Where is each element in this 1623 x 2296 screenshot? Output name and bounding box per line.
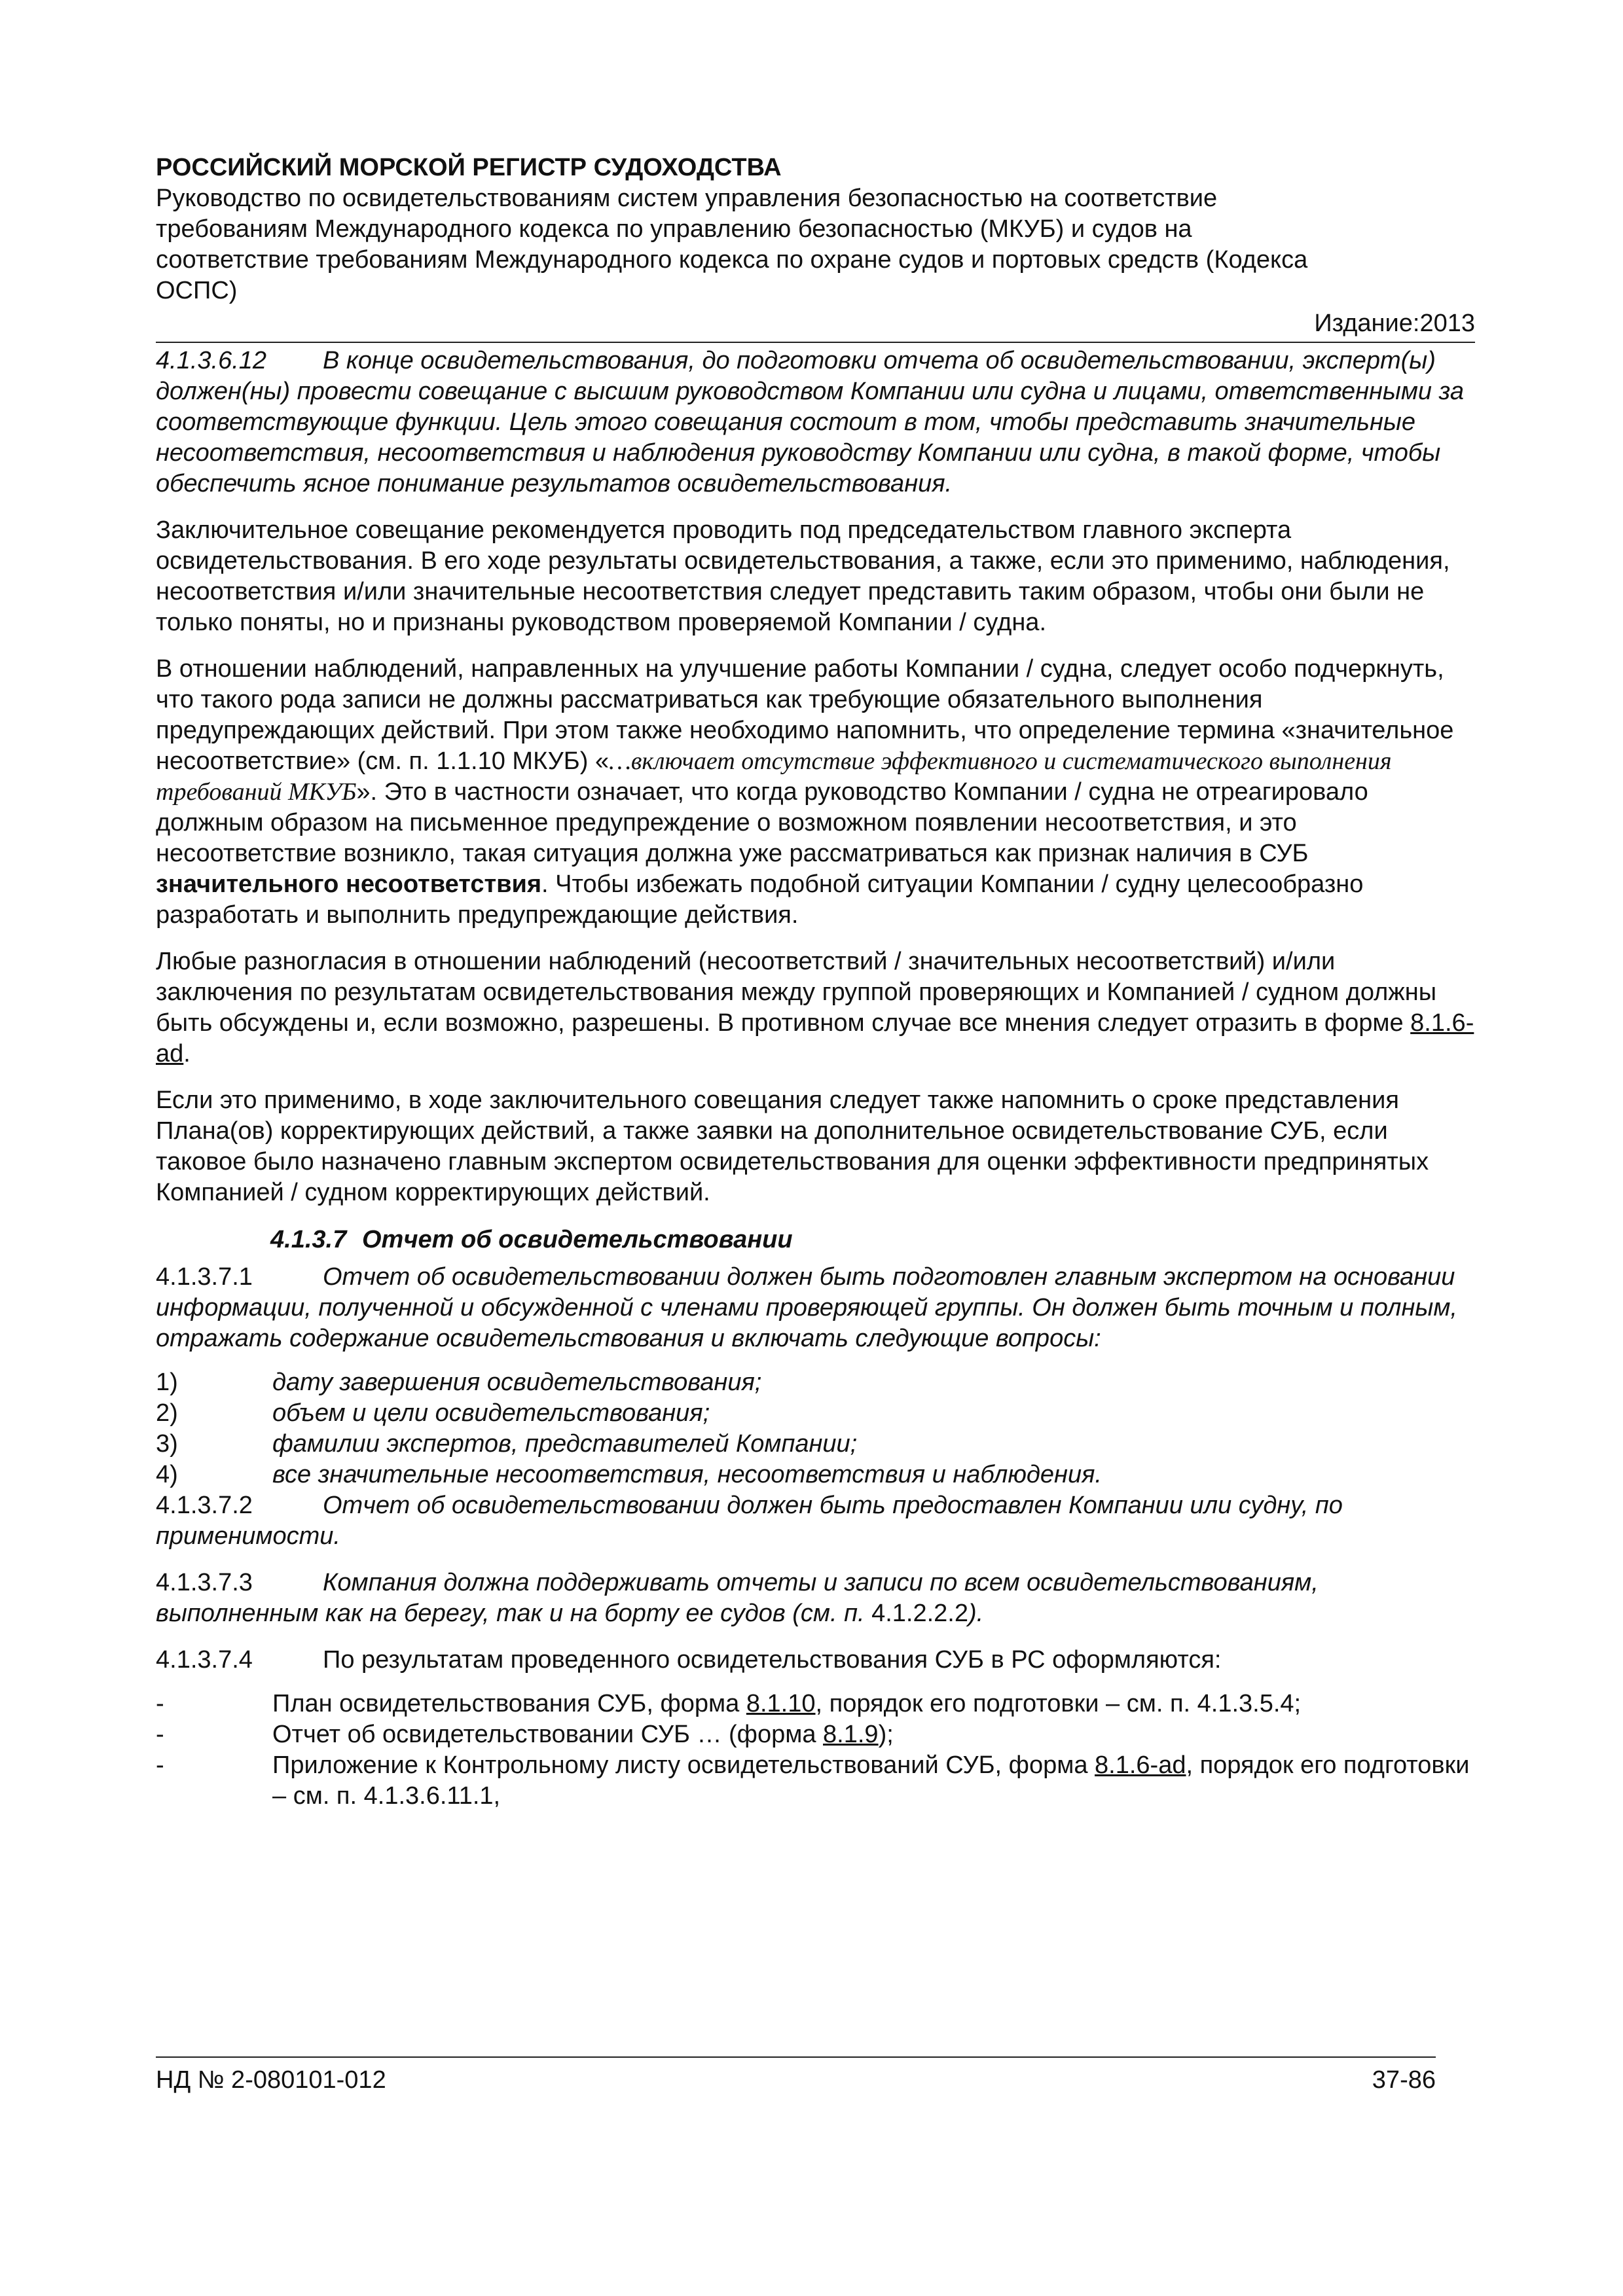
- list-item-text: );: [878, 1721, 894, 1748]
- clause-number: 4.1.3.7.4: [156, 1646, 253, 1674]
- clause-text: Отчет об освидетельствовании должен быть подготовлен главным экспертом на основании информации, полученной и обсужденной с членами проверяющей группы. Он должен быть точным и полным, отражать содержание освидетельствования и включать следующие вопросы:: [156, 1263, 1457, 1352]
- clause-text: По результатам проведенного освидетельствования СУБ в РС оформляются:: [323, 1646, 1222, 1674]
- numbered-list: [156, 1367, 1475, 1490]
- document-number: НД № 2-080101-012: [156, 2066, 386, 2094]
- quotation-text: …включает отсутствие эффективного и систематического выполнения требований МКУБ: [156, 747, 1392, 806]
- list-marker: 2): [156, 1399, 178, 1427]
- clause-number: 4.1.3.7.1: [156, 1263, 253, 1291]
- list-item: [156, 1367, 1475, 1398]
- list-marker: 3): [156, 1430, 178, 1458]
- document-header: [156, 152, 1475, 343]
- list-item-text: Отчет об освидетельствовании СУБ … (форма: [272, 1721, 824, 1748]
- list-item-text: все значительные несоответствия, несоответствия и наблюдения.: [272, 1461, 1102, 1488]
- list-item-text: Приложение к Контрольному листу освидетельствований СУБ, форма: [272, 1751, 1095, 1779]
- section-title: Отчет об освидетельствовании: [362, 1226, 793, 1253]
- dash-list: [156, 1689, 1475, 1812]
- list-item: [156, 1429, 1475, 1460]
- clause-number: 4.1.3.6.12: [156, 347, 267, 374]
- list-marker: -: [156, 1721, 164, 1748]
- paragraph-text: . Чтобы избежать подобной ситуации Компании / судну целесообразно разработать и выполнить предупреждающие действия.: [156, 870, 1364, 929]
- list-item-text: План освидетельствования СУБ, форма: [272, 1690, 746, 1717]
- list-marker: -: [156, 1690, 164, 1717]
- form-link-8-1-6-ad[interactable]: 8.1.6-ad: [1095, 1751, 1186, 1779]
- document-subtitle-line: соответствие требованиям Международного кодекса по охране судов и портовых средств (Кодекса: [156, 246, 1308, 274]
- paragraph-closing-meeting: Заключительное совещание рекомендуется проводить под председательством главного эксперта освидетельствования. В его ходе результаты освидетельствования, а также, если это применимо, наблюдения, несоответствия и/или значительные несоответствия следует представить таким образом, чтобы они были не только поняты, но и признаны руководством проверяемой Компании / судна.: [156, 516, 1450, 636]
- edition-label: Издание:2013: [156, 308, 1475, 343]
- paragraph-text: ». Это в частности означает, что когда руководство Компании / судна не отреагировало должным образом на письменное предупреждение о возможном появлении несоответствия, и это несоответствие возникло, такая ситуация должна уже рассматриваться как признак наличия в СУБ: [156, 778, 1368, 867]
- form-link-8-1-10[interactable]: 8.1.10: [746, 1690, 816, 1717]
- page-number: 37-86: [1372, 2066, 1436, 2094]
- clause-text: Отчет об освидетельствовании должен быть предоставлен Компании или судну, по применимости.: [156, 1492, 1343, 1550]
- form-link-8-1-6-ad[interactable]: 8.1.6-ad: [156, 1009, 1474, 1067]
- document-subtitle-line: требованиям Международного кодекса по управлению безопасностью (МКУБ) и судов на: [156, 215, 1192, 243]
- list-item-text: объем и цели освидетельствования;: [272, 1399, 710, 1427]
- list-item-text: фамилии экспертов, представителей Компании;: [272, 1430, 858, 1458]
- list-item: [156, 1719, 1475, 1750]
- list-item-text: , порядок его подготовки – см. п. 4.1.3.6.11.1,: [272, 1751, 1470, 1810]
- clause-4-1-3-7-3: [156, 1568, 1475, 1629]
- list-marker: 4): [156, 1461, 178, 1488]
- document-subtitle-line: Руководство по освидетельствованиям систем управления безопасностью на соответствие: [156, 185, 1218, 212]
- page-footer: [156, 2056, 1436, 2096]
- clause-4-1-3-7-1: [156, 1262, 1475, 1354]
- clause-4-1-3-7-4: [156, 1645, 1475, 1676]
- list-item: [156, 1398, 1475, 1429]
- document-subtitle-line: ОСПС): [156, 277, 238, 304]
- list-item-text: дату завершения освидетельствования;: [272, 1369, 762, 1396]
- clause-reference: 4.1.2.2.2: [871, 1600, 968, 1627]
- list-item: [156, 1460, 1475, 1490]
- clause-number: 4.1.3.7.3: [156, 1569, 253, 1596]
- paragraph-corrective-actions: Если это применимо, в ходе заключительного совещания следует также напомнить о сроке представления Плана(ов) корректирующих действий, а также заявки на дополнительное освидетельствование СУБ, если таковое было назначено главным экспертом освидетельствования для оценки эффективности предпринятых Компанией / судном корректирующих действий.: [156, 1086, 1429, 1206]
- list-item: [156, 1689, 1475, 1719]
- paragraph-text: В отношении наблюдений, направленных на улучшение работы Компании / судна, следует особо подчеркнуть, что такого рода записи не должны рассматриваться как требующие обязательного выполнения предупреждающих действий. При этом также необходимо напомнить, что определение термина «значительное несоответствие» (см. п. 1.1.10 МКУБ) «: [156, 655, 1454, 775]
- section-heading: [156, 1224, 1475, 1255]
- document-page: [156, 152, 1475, 1812]
- paragraph-text: .: [183, 1040, 191, 1067]
- section-number: 4.1.3.7: [270, 1226, 347, 1253]
- list-marker: 1): [156, 1369, 178, 1396]
- clause-4-1-3-7-2: [156, 1490, 1475, 1552]
- clause-text-end: ).: [968, 1600, 984, 1627]
- paragraph-4-1-3-6-12: [156, 346, 1475, 499]
- clause-text: В конце освидетельствования, до подготовки отчета об освидетельствовании, эксперт(ы) должен(ны) провести совещание с высшим руководством Компании или судна и лицами, ответственными за соответствующие функции. Цель этого совещания состоит в том, чтобы представить значительные несоответствия, несоответствия и наблюдения руководству Компании или судна, в такой форме, чтобы обеспечить ясное понимание результатов освидетельствования.: [156, 347, 1464, 497]
- organization-title: РОССИЙСКИЙ МОРСКОЙ РЕГИСТР СУДОХОДСТВА: [156, 154, 782, 181]
- paragraph-disagreements: [156, 946, 1475, 1069]
- paragraph-text: Любые разногласия в отношении наблюдений (несоответствий / значительных несоответствий) и/или заключения по результатам освидетельствования между группой проверяющих и Компанией / судном должны быть обсуждены и, если возможно, разрешены. В противном случае все мнения следует отразить в форме: [156, 948, 1437, 1037]
- bold-term: значительного несоответствия: [156, 870, 541, 898]
- form-link-8-1-9[interactable]: 8.1.9: [823, 1721, 879, 1748]
- list-item-text: , порядок его подготовки – см. п. 4.1.3.5.4;: [815, 1690, 1302, 1717]
- paragraph-observations: [156, 654, 1475, 931]
- clause-text: Компания должна поддерживать отчеты и записи по всем освидетельствованиям, выполненным как на берегу, так и на борту ее судов (см. п.: [156, 1569, 1319, 1627]
- list-item: [156, 1750, 1475, 1812]
- list-marker: -: [156, 1751, 164, 1779]
- clause-number: 4.1.3.7.2: [156, 1492, 253, 1519]
